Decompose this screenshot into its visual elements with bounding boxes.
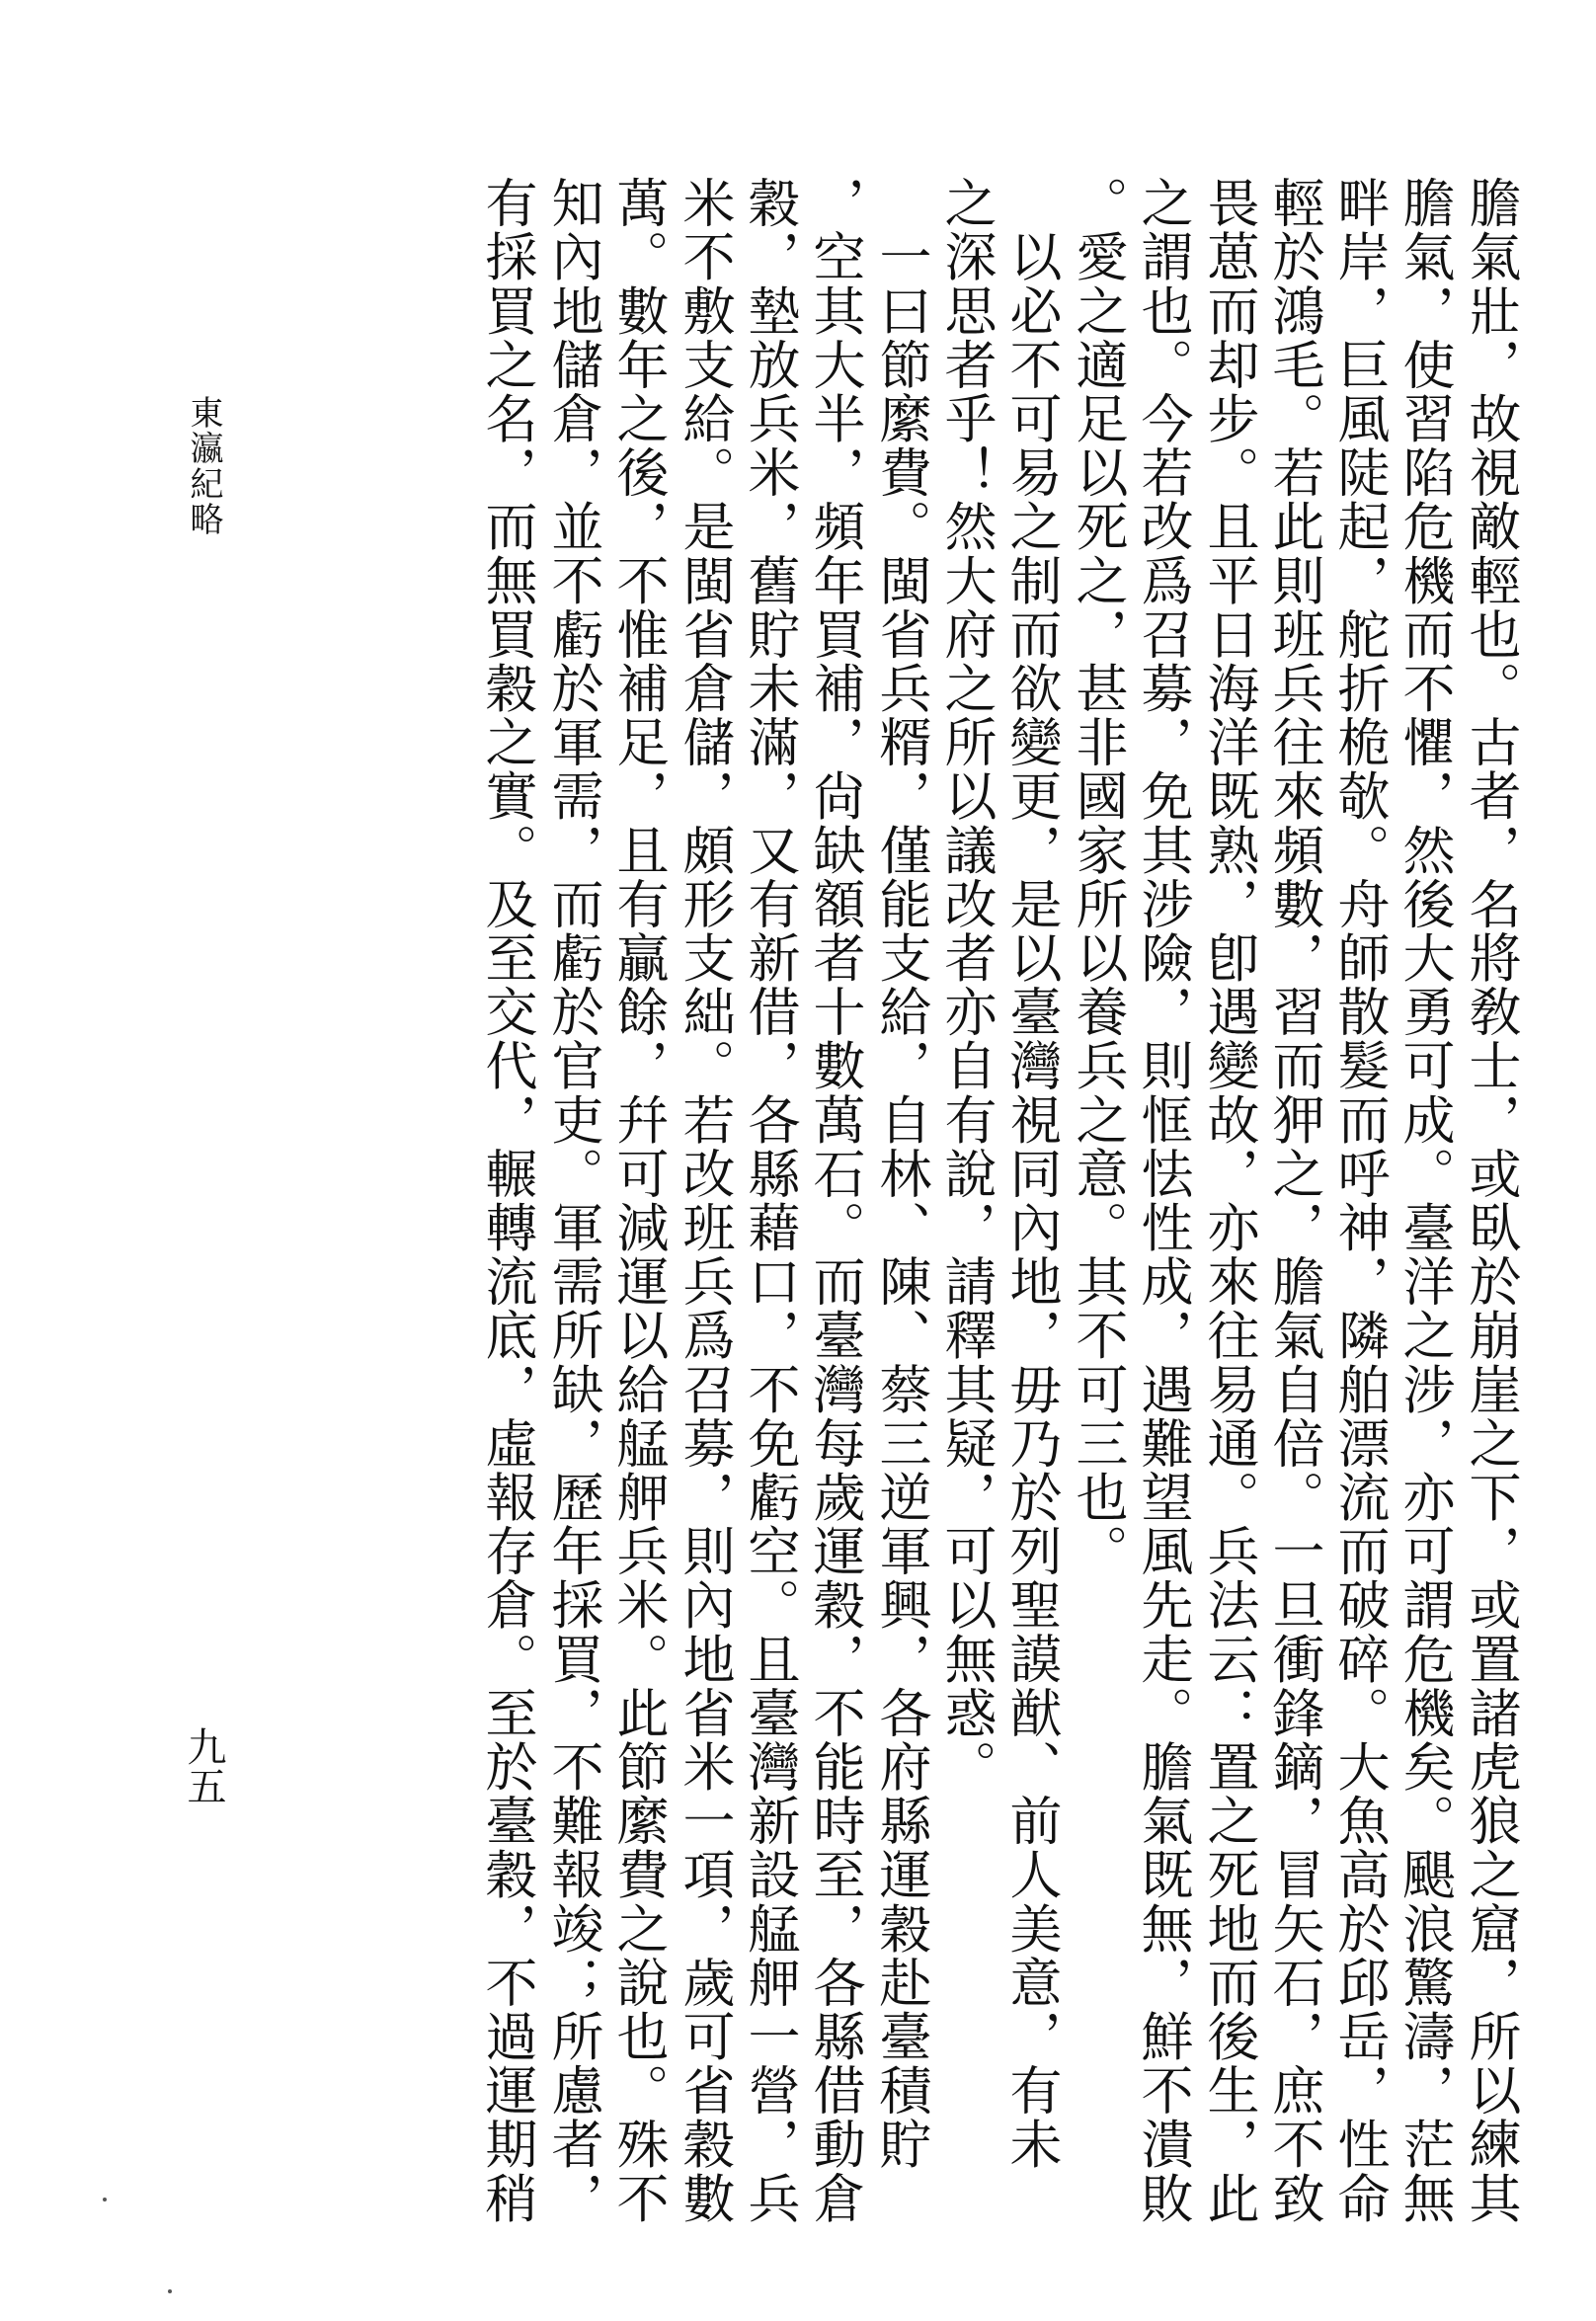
text-column-7: 。愛之適足以死之，甚非國家所以養兵之意。其不可三也。 xyxy=(1068,176,1128,1578)
text-column-1: 膽氣壯，故視敵輕也。古者，名將敎士，或臥於崩崖之下，或置諸虎狼之窟，所以練其 xyxy=(1461,176,1521,2225)
text-column-16: 有採買之名，而無買穀之實。及至交代，輾轉流底，虛報存倉。至於臺穀，不過運期稍 xyxy=(477,176,537,2225)
text-column-13: 米不敷支給。是閩省倉儲，頗形支絀。若改班兵爲召募，則內地省米一項，歲可省穀數 xyxy=(675,176,735,2225)
scan-speck xyxy=(168,2289,172,2293)
text-column-12: 穀，墊放兵米，舊貯未滿，又有新借，各縣藉口，不免虧空。且臺灣新設艋舺一營，兵 xyxy=(740,176,800,2225)
scan-speck xyxy=(103,2198,107,2201)
text-column-11: ，空其大半，頻年買補，尙缺額者十數萬石。而臺灣每歲運穀，不能時至，各縣借動倉 xyxy=(805,176,865,2225)
text-column-9: 之深思者乎！然大府之所以議改者亦自有說，請釋其疑，可以無惑。 xyxy=(936,176,997,1794)
text-column-2: 膽氣，使習陷危機而不懼，然後大勇可成。臺洋之涉，亦可謂危機矣。颶浪驚濤，茫無 xyxy=(1395,176,1455,2225)
running-title: 東瀛紀略 xyxy=(184,395,223,537)
text-column-14: 萬。數年之後，不惟補足，且有贏餘，幷可減運以給艋舺兵米。此節縻費之說也。殊不 xyxy=(608,176,669,2225)
text-column-6: 之謂也。今若改爲召募，免其涉險，則恇怯性成，遇難望風先走。膽氣既無，鮮不潰敗 xyxy=(1133,176,1193,2225)
text-column-10: 一曰節縻費。閩省兵糈，僅能支給，自林、陳、蔡三逆軍興，各府縣運穀赴臺積貯 xyxy=(871,176,931,2172)
text-column-15: 知內地儲倉，並不虧於軍需，而虧於官吏。軍需所缺，歷年採買，不難報竣；所慮者， xyxy=(543,176,603,2225)
text-column-4: 輕於鴻毛。若此則班兵往來頻數，習而狎之，膽氣自倍。一旦衝鋒鏑，冒矢石，庶不致 xyxy=(1264,176,1324,2225)
text-column-5: 畏葸而却步。且平日海洋既熟，卽遇變故，亦來往易通。兵法云：置之死地而後生，此 xyxy=(1199,176,1259,2225)
page-number: 九五 xyxy=(181,1726,226,1805)
text-column-8: 以必不可易之制而欲變更，是以臺灣視同內地，毋乃於列聖謨猷、前人美意，有未 xyxy=(1001,176,1062,2172)
text-column-3: 畔岸，巨風陡起，舵折桅欹。舟師散髮而呼神，隣舶漂流而破碎。大魚高於邱岳，性命 xyxy=(1329,176,1390,2225)
